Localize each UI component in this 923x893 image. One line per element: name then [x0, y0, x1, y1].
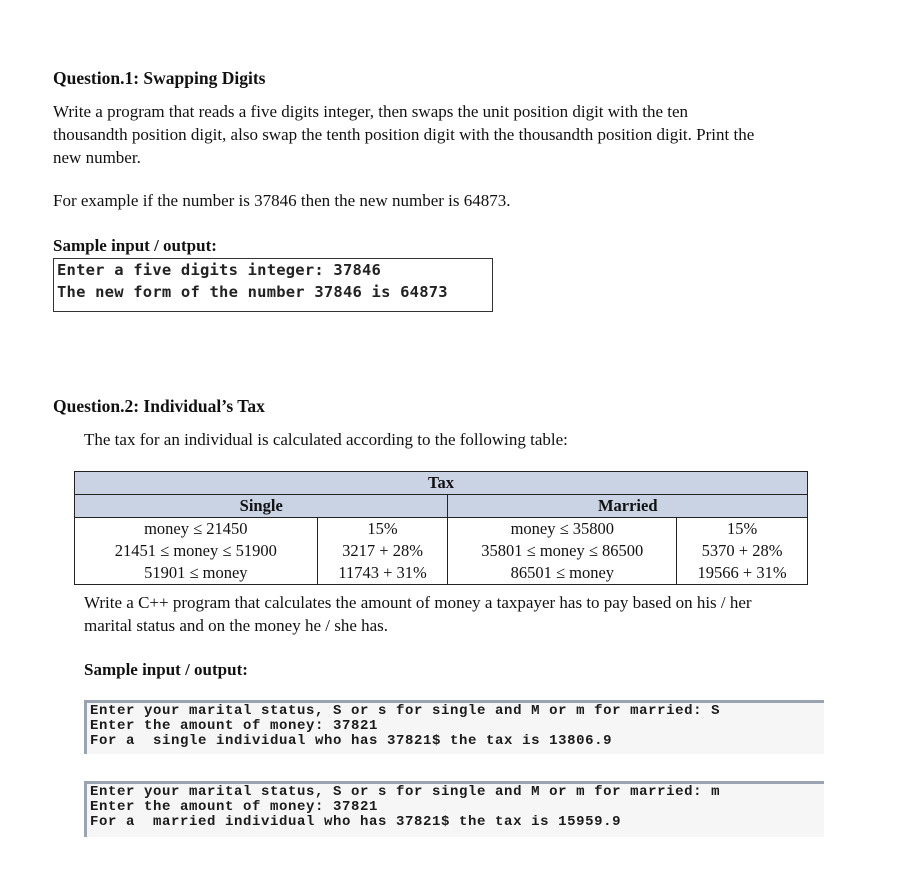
table-cell: 19566 + 31% — [677, 562, 808, 585]
q2-paragraph — [84, 591, 914, 637]
table-cell: 15% — [317, 518, 448, 541]
console-line: For a single individual who has 37821$ the tax is 13806.9 — [90, 733, 613, 749]
console-output-married — [84, 781, 824, 837]
console-output-single — [84, 700, 824, 754]
table-cell: 3217 + 28% — [317, 540, 448, 562]
console-line: Enter the amount of money: 37821 — [90, 799, 379, 815]
console-line: For a married individual who has 37821$ the tax is 15959.9 — [90, 814, 622, 830]
q1-paragraph — [53, 100, 913, 169]
table-cell: 5370 + 28% — [677, 540, 808, 562]
table-cell: money ≤ 35800 — [448, 518, 677, 541]
single-header: Single — [75, 495, 448, 518]
q1-para-line: new number. — [53, 148, 141, 167]
q1-para-line: Write a program that reads a five digits integer, then swaps the unit position digit with the ten — [53, 102, 689, 121]
table-cell: 51901 ≤ money — [75, 562, 318, 585]
table-cell: 86501 ≤ money — [448, 562, 677, 585]
console-line: Enter your marital status, S or s for single and M or m for married: m — [90, 784, 721, 800]
q2-intro: The tax for an individual is calculated according to the following table: — [84, 430, 568, 449]
table-cell: 15% — [677, 518, 808, 541]
tax-table — [74, 471, 808, 585]
q1-sample-line: The new form of the number 37846 is 64873 — [57, 283, 448, 301]
tax-header: Tax — [75, 472, 808, 495]
q1-title: Question.1: Swapping Digits — [53, 68, 266, 88]
q2-para-line: Write a C++ program that calculates the amount of money a taxpayer has to pay based on his / her — [84, 593, 752, 612]
q1-example: For example if the number is 37846 then the new number is 64873. — [53, 191, 511, 210]
table-cell: money ≤ 21450 — [75, 518, 318, 541]
q2-para-line: marital status and on the money he / she has. — [84, 616, 389, 635]
console-line: Enter your marital status, S or s for single and M or m for married: S — [90, 703, 721, 719]
q2-sample-title: Sample input / output: — [84, 660, 248, 679]
table-cell: 11743 + 31% — [317, 562, 448, 585]
q1-sample-line: Enter a five digits integer: 37846 — [57, 261, 382, 279]
table-cell: 21451 ≤ money ≤ 51900 — [75, 540, 318, 562]
console-line: Enter the amount of money: 37821 — [90, 718, 379, 734]
q1-sample-title: Sample input / output: — [53, 236, 217, 255]
q2-title: Question.2: Individual’s Tax — [53, 396, 265, 416]
q1-sample-output — [53, 258, 493, 312]
q1-para-line: thousandth position digit, also swap the tenth position digit with the thousandth position digit. Print the — [53, 125, 755, 144]
table-cell: 35801 ≤ money ≤ 86500 — [448, 540, 677, 562]
married-header: Married — [448, 495, 808, 518]
